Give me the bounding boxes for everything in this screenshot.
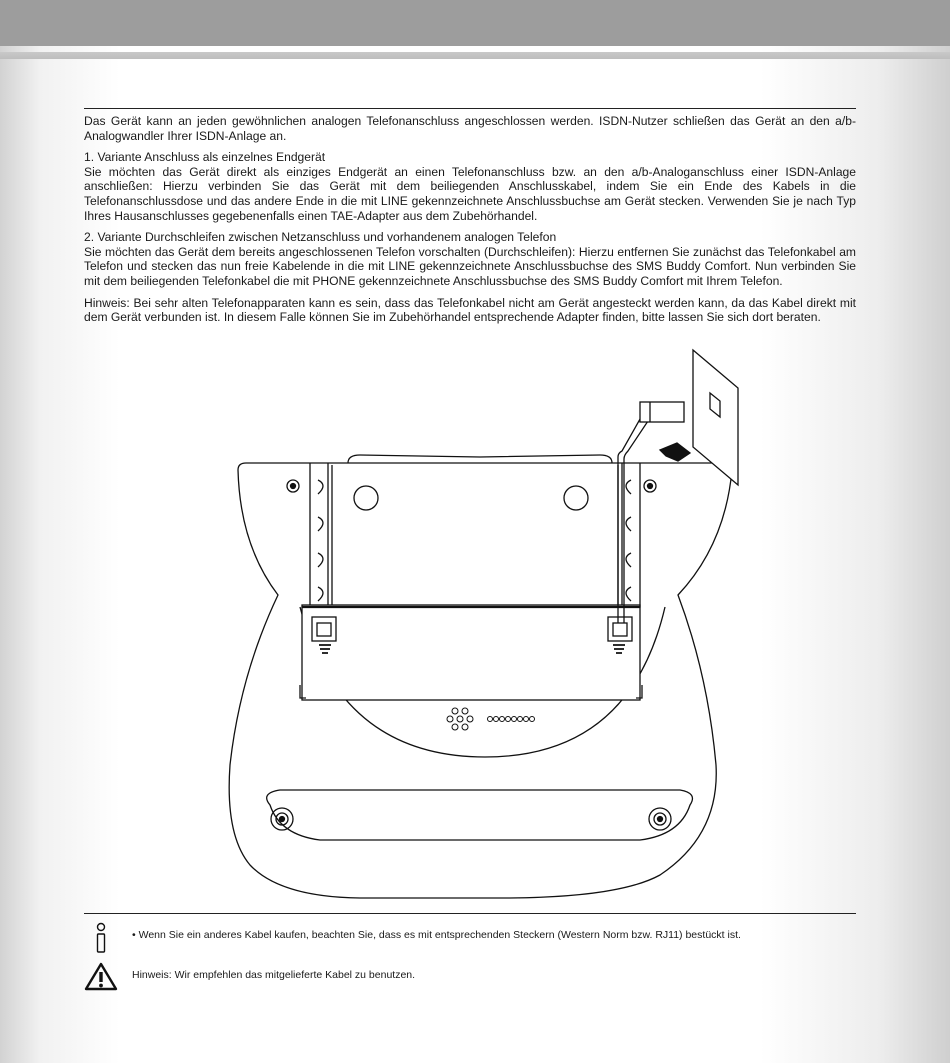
speaker-grille bbox=[447, 708, 473, 730]
jack-line bbox=[312, 617, 336, 641]
variant2-heading: 2. Variante Durchschleifen zwischen Netzanschluss und vorhandenem analogen Telefon bbox=[84, 230, 557, 245]
hole-left bbox=[354, 486, 378, 510]
jack-panel bbox=[302, 605, 640, 700]
header-stripe bbox=[0, 52, 950, 59]
device-connection-diagram bbox=[220, 345, 750, 905]
intro-paragraph: Das Gerät kann an jeden gewöhnlichen analogen Telefonanschluss angeschlossen werden. ISDN-Nutzer schließen das Gerät an den a/b-Analogwandler Ihrer ISDN-Anlage an. bbox=[84, 114, 856, 143]
led-row bbox=[488, 717, 535, 722]
info-note: • Wenn Sie ein anderes Kabel kaufen, beachten Sie, dass es mit entsprechenden Steckern (Western Norm bzw. RJ11) bestückt ist. bbox=[132, 929, 741, 941]
rear-recess bbox=[310, 463, 640, 607]
header-band bbox=[0, 0, 950, 46]
variant1-body: Sie möchten das Gerät direkt als einziges Endgerät an einen Telefonanschluss bzw. an den a/b-Analoganschluss einer ISDN-Anlage anschließen: Hierzu verbinden Sie das Gerät mit dem beiliegenden Anschlusskabel, indem Sie ein Ende des Kabels in die Telefonanschlussdose und das andere Ende in die mit LINE gekennzeichnete Anschlussbuchse am Gerät stecken. Verwenden Sie je nach Typ Ihres Hausanschlusses gegebenenfalls einen TAE-Adapter aus dem Zubehörhandel. bbox=[84, 164, 856, 223]
variant2-body: Sie möchten das Gerät dem bereits angeschlossenen Telefon vorschalten (Durchschleifen): Hierzu entfernen Sie zunächst das Telefonkabel am Telefon und stecken das nun freie Kabelende in die mit LINE gekennzeichnete Anschlussbuchse des SMS Buddy Comfort. Nun verbinden Sie mit dem beiliegenden Telefonkabel die mit PHONE gekennzeichnete Anschlussbuchse des SMS Buddy Comfort mit Ihrem Telefon. bbox=[84, 244, 856, 288]
handle-recess bbox=[267, 790, 693, 840]
jack-phone bbox=[608, 617, 632, 641]
left-clips bbox=[318, 480, 323, 601]
variant1-heading: 1. Variante Anschluss als einzelnes Endgerät bbox=[84, 150, 326, 165]
cable-plug bbox=[640, 402, 684, 422]
plug-in-arrow bbox=[660, 443, 690, 461]
top-rule bbox=[84, 108, 856, 109]
right-clips bbox=[626, 480, 631, 601]
variant2-section bbox=[84, 230, 856, 288]
hint-paragraph: Hinweis: Bei sehr alten Telefonapparaten kann es sein, dass das Telefonkabel nicht am Gerät angesteckt werden kann, da das Kabel direkt mit dem Gerät verbunden ist. In diesem Falle können Sie im Zubehörhandel entsprechende Adapter finden, bitte lassen Sie sich dort beraten. bbox=[84, 295, 856, 325]
top-edge bbox=[348, 455, 612, 463]
wall-socket bbox=[693, 350, 738, 485]
warning-note: Hinweis: Wir empfehlen das mitgelieferte Kabel zu benutzen. bbox=[132, 969, 416, 981]
cable-b bbox=[624, 418, 650, 623]
variant1-section bbox=[84, 150, 856, 223]
info-icon bbox=[92, 922, 110, 954]
footer-rule bbox=[84, 913, 856, 914]
hole-right bbox=[564, 486, 588, 510]
warning-triangle-icon bbox=[84, 962, 118, 992]
main-content bbox=[84, 108, 856, 325]
